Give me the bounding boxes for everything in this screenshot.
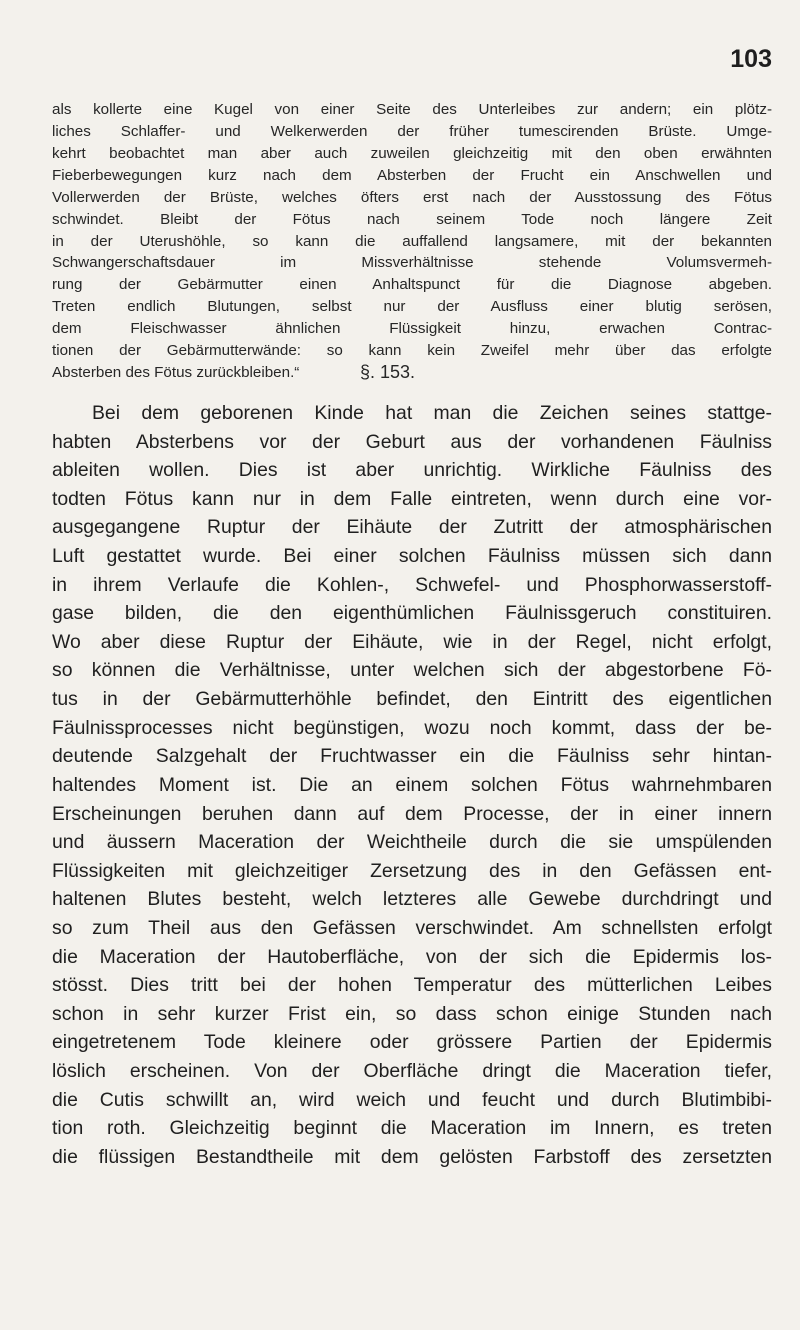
text-line: dem Fleischwasser ähnlichen Flüssigkeit hinzu, erwachen Contrac- (52, 320, 772, 338)
text-line: ableiten wollen. Dies ist aber unrichtig. Wirkliche Fäulniss des (52, 459, 772, 482)
text-line: so zum Theil aus den Gefässen verschwindet. Am schnellsten erfolgt (52, 916, 772, 939)
text-line: ausgegangene Ruptur der Eihäute der Zutritt der atmosphärischen (52, 516, 772, 539)
text-line: so können die Verhältnisse, unter welchen sich der abgestorbene Fö- (52, 659, 772, 682)
body-paragraph (52, 399, 772, 1171)
text-line: stösst. Dies tritt bei der hohen Temperatur des mütterlichen Leibes (52, 974, 772, 997)
text-line: Luft gestattet wurde. Bei einer solchen Fäulniss müssen sich dann (52, 545, 772, 568)
text-line: Fieberbewegungen kurz nach dem Absterben der Frucht ein Anschwellen und (52, 166, 772, 184)
text-line: tionen der Gebärmutterwände: so kann kein Zweifel mehr über das erfolgte (52, 342, 772, 360)
text-line: schon in sehr kurzer Frist ein, so dass schon einige Stunden nach (52, 1002, 772, 1025)
text-line: und äussern Maceration der Weichtheile durch die sie umspülenden (52, 831, 772, 854)
text-line: eingetretenem Tode kleinere oder grössere Partien der Epidermis (52, 1031, 772, 1054)
text-line: löslich erscheinen. Von der Oberfläche dringt die Maceration tiefer, (52, 1060, 772, 1083)
text-line: todten Fötus kann nur in dem Falle eintreten, wenn durch eine vor- (52, 487, 772, 510)
quote-paragraph (52, 99, 772, 384)
text-line: als kollerte eine Kugel von einer Seite des Unterleibes zur andern; ein plötz- (52, 101, 772, 118)
text-line: Vollerwerden der Brüste, welches öfters erst nach der Ausstossung des Fötus (52, 188, 772, 206)
text-line: in ihrem Verlaufe die Kohlen-, Schwefel- und Phosphorwasserstoff- (52, 573, 772, 596)
text-line: tion roth. Gleichzeitig beginnt die Maceration im Innern, es treten (52, 1117, 772, 1140)
text-line: Schwangerschaftsdauer im Missverhältnisse stehende Volumsvermeh- (52, 254, 772, 272)
text-line: die Cutis schwillt an, wird weich und feucht und durch Blutimbibi- (52, 1088, 772, 1111)
text-line: kehrt beobachtet man aber auch zuweilen gleichzeitig mit den oben erwähnten (52, 144, 772, 162)
text-line: Absterben des Fötus zurückbleiben.“ (52, 364, 300, 382)
text-line: die Maceration der Hautoberfläche, von der sich die Epidermis los- (52, 945, 772, 968)
text-line: Fäulnissprocesses nicht begünstigen, wozu noch kommt, dass der be- (52, 716, 772, 739)
text-line: Flüssigkeiten mit gleichzeitiger Zersetzung des in den Gefässen ent- (52, 859, 772, 882)
text-line: habten Absterbens vor der Geburt aus der vorhandenen Fäulniss (52, 430, 772, 453)
text-line: die flüssigen Bestandtheile mit dem gelösten Farbstoff des zersetzten (52, 1145, 772, 1168)
text-line: rung der Gebärmutter einen Anhaltspunct für die Diagnose abgeben. (52, 276, 772, 294)
text-line: Bei dem geborenen Kinde hat man die Zeichen seines stattge- (92, 402, 772, 424)
text-line: tus in der Gebärmutterhöhle befindet, den Eintritt des eigentlichen (52, 688, 772, 711)
page-number: 103 (730, 45, 772, 73)
text-line: gase bilden, die den eigenthümlichen Fäulnissgeruch constituiren. (52, 602, 772, 625)
text-line: in der Uterushöhle, so kann die auffallend langsamere, mit der bekannten (52, 232, 772, 250)
text-line: haltenen Blutes besteht, welch letzteres alle Gewebe durchdringt und (52, 888, 772, 911)
section-heading: §. 153. (360, 362, 416, 382)
text-line: deutende Salzgehalt der Fruchtwasser ein die Fäulniss sehr hintan- (52, 745, 772, 768)
text-line: Erscheinungen beruhen dann auf dem Processe, der in einer innern (52, 802, 772, 825)
text-line: Wo aber diese Ruptur der Eihäute, wie in der Regel, nicht erfolgt, (52, 630, 772, 653)
text-line: schwindet. Bleibt der Fötus nach seinem Tode noch längere Zeit (52, 210, 772, 228)
text-line: liches Schlaffer- und Welkerwerden der früher tumescirenden Brüste. Umge- (52, 122, 772, 140)
text-line: Treten endlich Blutungen, selbst nur der Ausfluss einer blutig serösen, (52, 298, 772, 316)
text-line: haltendes Moment ist. Die an einem solchen Fötus wahrnehmbaren (52, 773, 772, 796)
